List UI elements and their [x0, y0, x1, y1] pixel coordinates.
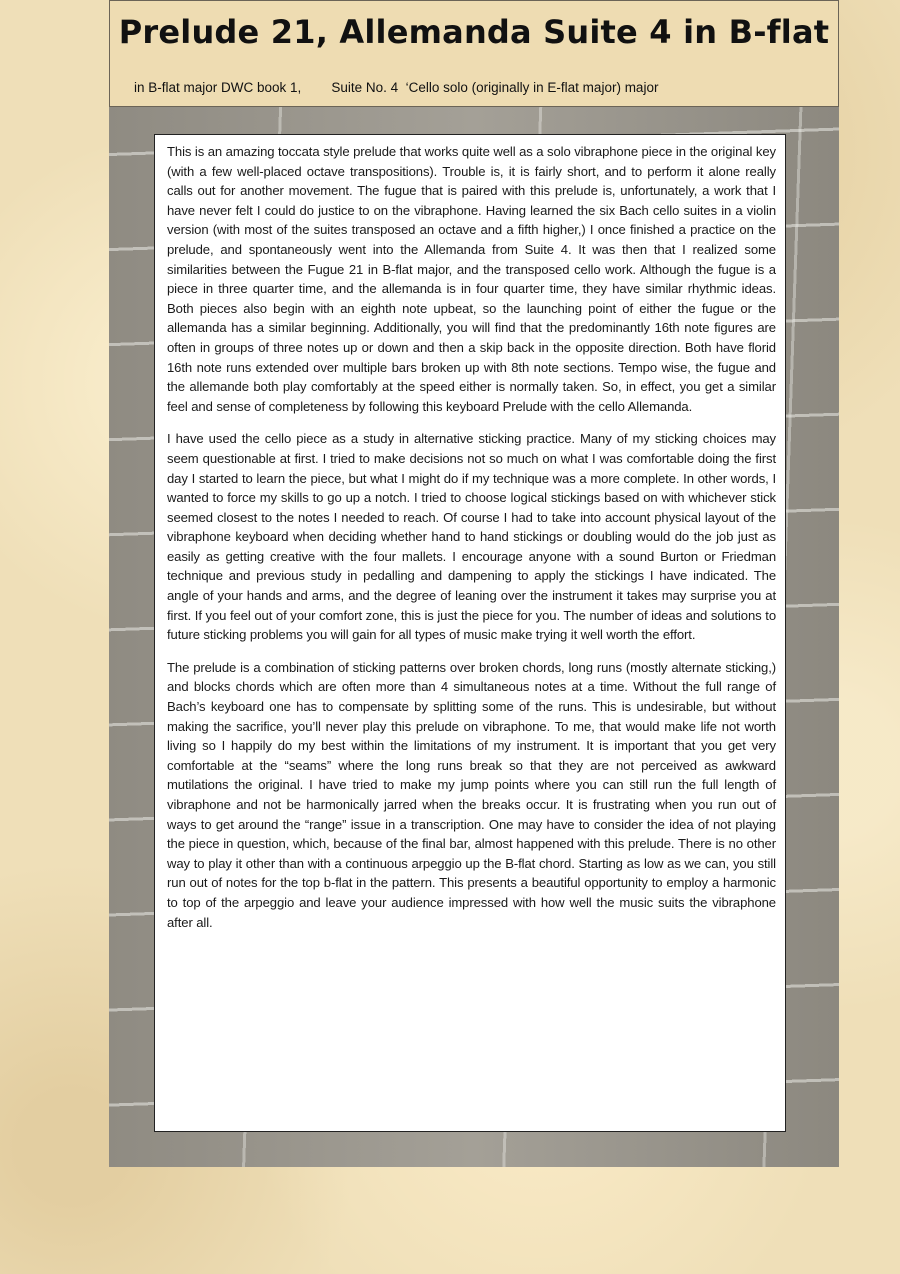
title-box	[109, 0, 839, 107]
subtitle-line	[134, 80, 658, 95]
paragraph-3: The prelude is a combination of sticking patterns over broken chords, long runs (mostly alternate sticking,) and blocks chords which are often more than 4 simultaneous notes at a time. Without the full range of Bach’s keyboard one has to compensate by splitting some of the runs. This is undesirable, but without making the sacrifice, you’ll never play this prelude on vibraphone. To me, that would make life not worth living so I happily do my best within the limitations of my instrument. It is important that you get very comfortable at the “seams” where the long runs break so that they are not perceived as awkward mutilations the original. I have tried to make my jump points where you can still run the full length of vibraphone and not be harmonically jarred when the breaks occur. It is frustrating when you run out of ways to get around the “range” issue in a transcription. One may have to consider the idea of not playing the piece in question, which, because of the final bar, almost happened with this prelude. There is no other way to play it other than with a continuous arpeggio up the B-flat chord. Starting as low as we can, you still run out of notes for the top b-flat in the pattern. This presents a beautiful opportunity to employ a harmonic to top of the arpeggio and leave your audience impressed with how well the music suits the vibraphone after all.	[167, 659, 776, 930]
paragraph-2: I have used the cello piece as a study in alternative sticking practice. Many of my sticking choices may seem questionable at first. I tried to make decisions not so much on what I was comfortable doing the first day I started to learn the piece, but what I might do if my technique was a more complete. In other words, I wanted to force my skills to go up a notch. I tried to choose logical stickings based on with whichever stick seemed closest to the notes I needed to reach. Of course I had to take into account physical layout of the vibraphone keyboard when deciding whether hand to hand stickings or doubling would do the job just as easily as getting creative with the four mallets. I encourage anyone with a sound Burton or Friedman technique and previous study in pedalling and dampening to apply the stickings I have indicated. The angle of your hands and arms, and the degree of leaning over the instrument it takes may surprise you at first. If you feel out of your comfort zone, this is just the piece for you. The number of ideas and solutions to future sticking problems you will gain for all types of music make trying it well worth the effort.	[167, 431, 776, 643]
text-panel	[154, 134, 786, 1132]
page-title: Prelude 21, Allemanda Suite 4 in B-flat	[118, 13, 830, 51]
paragraph-1: This is an amazing toccata style prelude that works quite well as a solo vibraphone piece in the original key (with a few well-placed octave transpositions). Trouble is, it is fairly short, and to perform it alone really calls out for another movement. The fugue that is paired with this prelude is, unfortunately, a work that I have never felt I could do justice to on the vibraphone. Having learned the six Bach cello suites in a violin version (with most of the suites transposed an octave and a fifth higher,) I once finished a practice on the prelude, and spontaneously went into the Allemanda from Suite 4. It was then that I realized some similarities between the Fugue 21 in B-flat major, and the transposed cello work. Although the fugue is a piece in three quarter time, and the allemanda is in four quarter time, they have similar rhythmic ideas. Both pieces also begin with an eighth note upbeat, so the launching point of either the fugue or the allemanda has a similar beginning. Additionally, you will find that the predominantly 16th note figures are often in groups of three notes up or down and then a skip back in the opposite direction. Both have florid 16th note runs extended over multiple bars broken up with 8th note sections. Tempo wise, the fugue and the allemande both play comfortably at the speed either is normally taken. So, in effect, you get a similar feel and sense of completeness by following this keyboard Prelude with the cello Allemanda.	[167, 144, 776, 414]
subtitle-key: in B-flat major DWC book 1,	[134, 80, 302, 95]
subtitle-suite: Suite No. 4 ‘Cello solo (originally in E-flat major) major	[331, 80, 659, 95]
